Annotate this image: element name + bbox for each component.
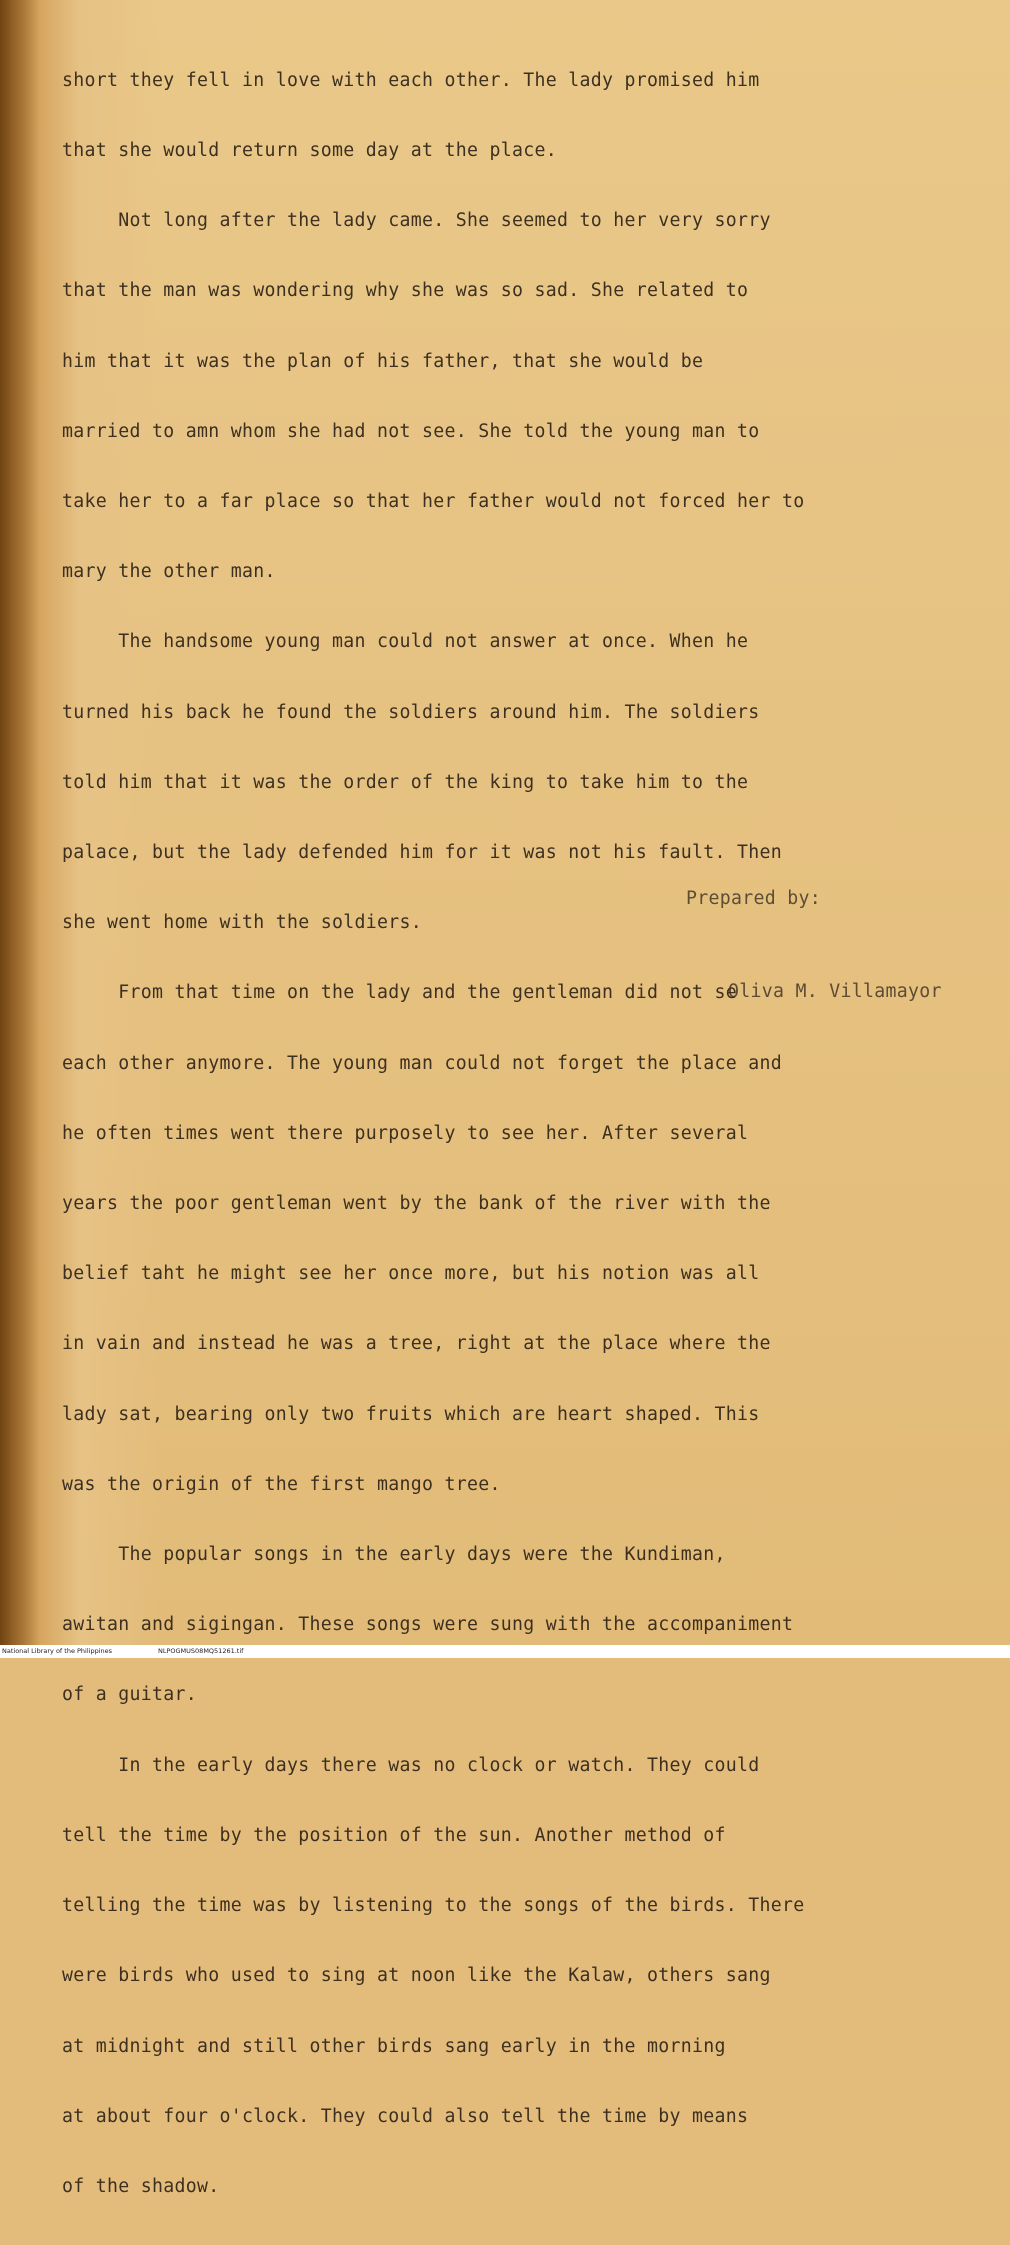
- text-line: of the shadow.: [62, 2175, 220, 2197]
- text-line: of a guitar.: [62, 1684, 197, 1706]
- footer-file-id: NLPOGMUS08MQ51261.tif: [158, 1647, 244, 1655]
- text-line: tell the time by the position of the sun. Another method of: [62, 1824, 726, 1846]
- text-line: From that time on the lady and the gentleman did not se: [62, 982, 737, 1004]
- text-line: years the poor gentleman went by the bank of the river with the: [62, 1193, 771, 1215]
- text-line: that she would return some day at the place.: [62, 140, 557, 162]
- text-line: Not long after the lady came. She seemed to her very sorry: [62, 210, 771, 232]
- text-line: In the early days there was no clock or watch. They could: [62, 1754, 760, 1776]
- text-line: each other anymore. The young man could not forget the place and: [62, 1052, 782, 1074]
- text-line: turned his back he found the soldiers around him. The soldiers: [62, 701, 760, 723]
- text-line: him that it was the plan of his father, that she would be: [62, 350, 704, 372]
- text-line: were birds who used to sing at noon like the Kalaw, others sang: [62, 1965, 771, 1987]
- footer-institution: National Library of the Philippines: [2, 1647, 113, 1655]
- prepared-by-label: Prepared by:: [686, 888, 821, 909]
- text-line: mary the other man.: [62, 561, 276, 583]
- text-line: short they fell in love with each other. The lady promised him: [62, 69, 760, 91]
- text-line: in vain and instead he was a tree, right at the place where the: [62, 1333, 771, 1355]
- text-line: married to amn whom she had not see. She told the young man to: [62, 420, 760, 442]
- text-line: at about four o'clock. They could also tell the time by means: [62, 2105, 749, 2127]
- text-line: that the man was wondering why she was so sad. She related to: [62, 280, 749, 302]
- text-line: was the origin of the first mango tree.: [62, 1473, 501, 1495]
- typed-text-body: [62, 22, 997, 2245]
- page-edge-shadow: [0, 0, 40, 1645]
- text-line: awitan and sigingan. These songs were sung with the accompaniment: [62, 1614, 794, 1636]
- text-line: he often times went there purposely to see her. After several: [62, 1122, 749, 1144]
- author-name: Oliva M. Villamayor: [728, 981, 942, 1002]
- text-line: telling the time was by listening to the songs of the birds. There: [62, 1895, 805, 1917]
- text-line: at midnight and still other birds sang early in the morning: [62, 2035, 726, 2057]
- text-line: she went home with the soldiers.: [62, 912, 422, 934]
- text-line: palace, but the lady defended him for it was not his fault. Then: [62, 842, 782, 864]
- text-line: The handsome young man could not answer at once. When he: [62, 631, 749, 653]
- scan-footer: [0, 1645, 1010, 1658]
- text-line: The popular songs in the early days were the Kundiman,: [62, 1544, 726, 1566]
- text-line: belief taht he might see her once more, but his notion was all: [62, 1263, 760, 1285]
- text-line: lady sat, bearing only two fruits which are heart shaped. This: [62, 1403, 760, 1425]
- text-line: told him that it was the order of the king to take him to the: [62, 771, 749, 793]
- text-line: take her to a far place so that her father would not forced her to: [62, 491, 805, 513]
